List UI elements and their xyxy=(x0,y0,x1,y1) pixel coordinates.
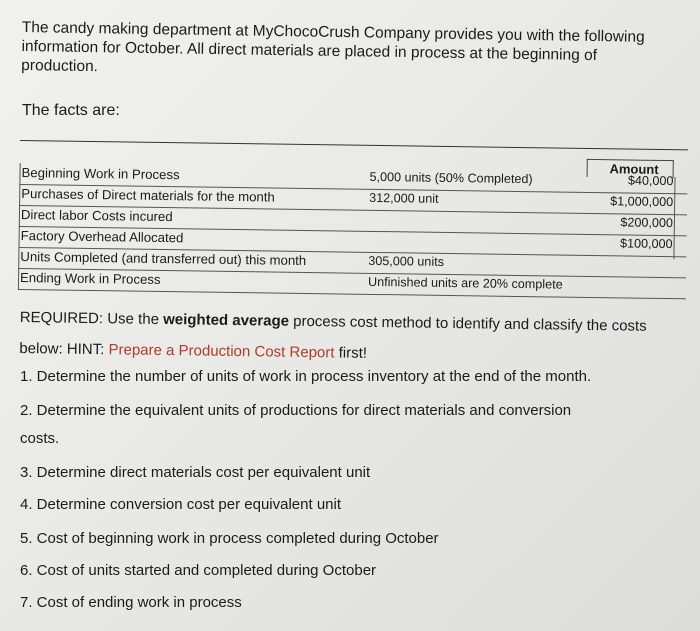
list-item: 5. Cost of beginning work in process completed during October xyxy=(20,530,439,547)
list-item: 2. Determine the equivalent units of productions for direct materials and conversion xyxy=(20,402,572,419)
row-amount: $40,000 xyxy=(627,173,674,189)
row-quantity: 5,000 units (50% Completed) xyxy=(369,169,533,187)
required-paragraph xyxy=(19,302,680,373)
row-label: Ending Work in Process xyxy=(19,270,161,287)
row-quantity: 312,000 unit xyxy=(369,190,439,206)
row-quantity: 305,000 units xyxy=(368,253,445,269)
hint-text: Prepare a Production Cost Report xyxy=(108,341,335,362)
list-item: 7. Cost of ending work in process xyxy=(20,594,242,611)
facts-label: The facts are: xyxy=(22,102,120,119)
list-item: 1. Determine the number of units of work in process inventory at the end of the month. xyxy=(20,368,592,385)
list-item: 6. Cost of units started and completed during October xyxy=(20,562,377,579)
row-label: Units Completed (and transferred out) this month xyxy=(20,249,307,269)
row-amount: $1,000,000 xyxy=(610,194,674,210)
list-item: 4. Determine conversion cost per equivalent unit xyxy=(20,496,342,513)
required-prefix: REQUIRED: Use the xyxy=(19,308,164,328)
row-amount: $100,000 xyxy=(619,236,673,252)
required-middle: process cost method to identify and classify the costs below: HINT: xyxy=(19,312,647,359)
amount-header: Amount xyxy=(586,159,673,178)
facts-table xyxy=(18,140,688,298)
list-item: costs. xyxy=(20,430,60,447)
row-amount: $200,000 xyxy=(620,215,674,231)
required-suffix: first! xyxy=(334,344,368,362)
row-quantity: Unfinished units are 20% complete xyxy=(367,274,563,292)
required-bold: weighted average xyxy=(163,311,290,330)
intro-paragraph: The candy making department at MyChocoCrush Company provides you with the following information for October. All direct materials are placed in process at the beginning of production. xyxy=(21,18,645,76)
list-item: 3. Determine direct materials cost per equivalent unit xyxy=(20,464,371,481)
row-label: Beginning Work in Process xyxy=(21,165,180,183)
row-label: Purchases of Direct materials for the month xyxy=(21,186,275,205)
row-label: Factory Overhead Allocated xyxy=(20,228,184,246)
row-label: Direct labor Costs incured xyxy=(20,207,173,225)
